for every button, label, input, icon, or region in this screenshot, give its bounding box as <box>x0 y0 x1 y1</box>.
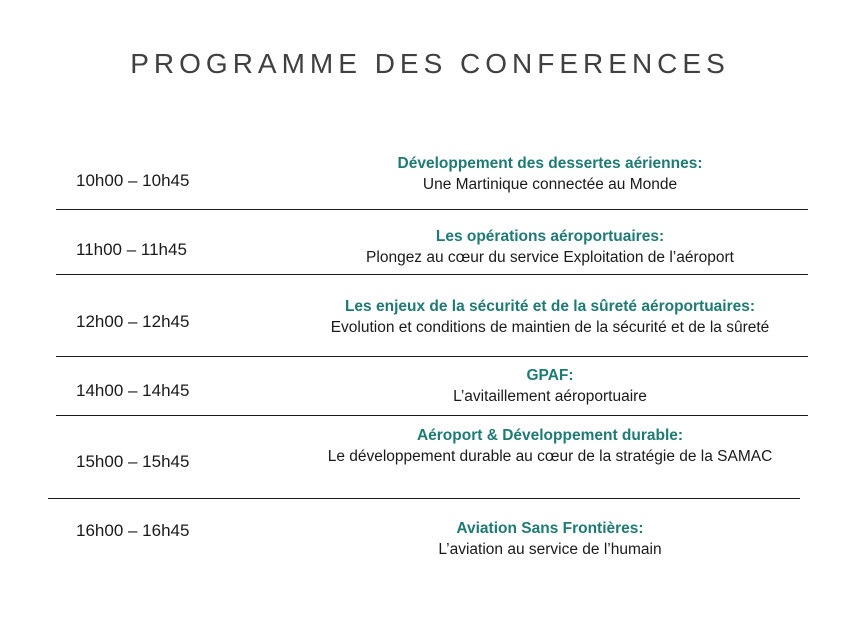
row-divider <box>56 415 808 416</box>
row-divider <box>48 498 800 499</box>
session-subtitle: Evolution et conditions de maintien de la sécurité et de la sûreté <box>330 319 770 336</box>
session-title: Aéroport & Développement durable: <box>416 427 684 444</box>
session-description <box>305 425 795 467</box>
session-title: Développement des dessertes aériennes: <box>397 155 703 172</box>
row-divider <box>56 356 808 357</box>
session-title: Les enjeux de la sécurité et de la sûreté aéroportuaires: <box>344 298 756 315</box>
page-title: PROGRAMME DES CONFERENCES <box>130 48 730 79</box>
session-time: 12h00 – 12h45 <box>76 312 190 331</box>
session-time: 10h00 – 10h45 <box>76 171 190 190</box>
row-divider <box>56 209 808 210</box>
session-subtitle: Plongez au cœur du service Exploitation de l’aéroport <box>366 249 734 266</box>
session-subtitle: Le développement durable au cœur de la stratégie de la SAMAC <box>327 448 773 465</box>
session-subtitle: Une Martinique connectée au Monde <box>422 176 678 193</box>
session-title: GPAF: <box>526 367 574 384</box>
session-description <box>290 153 810 195</box>
session-title: Les opérations aéroportuaires: <box>435 228 665 245</box>
session-description <box>290 365 810 407</box>
session-subtitle: L’avitaillement aéroportuaire <box>453 388 647 405</box>
session-description <box>290 296 810 338</box>
row-divider <box>56 274 808 275</box>
session-subtitle: L’aviation au service de l’humain <box>438 541 662 558</box>
session-description <box>290 226 810 268</box>
session-time: 16h00 – 16h45 <box>76 521 190 540</box>
session-description <box>290 518 810 560</box>
session-time: 15h00 – 15h45 <box>76 452 190 471</box>
session-title: Aviation Sans Frontières: <box>456 520 644 537</box>
session-time: 11h00 – 11h45 <box>76 240 187 259</box>
session-time: 14h00 – 14h45 <box>76 381 190 400</box>
